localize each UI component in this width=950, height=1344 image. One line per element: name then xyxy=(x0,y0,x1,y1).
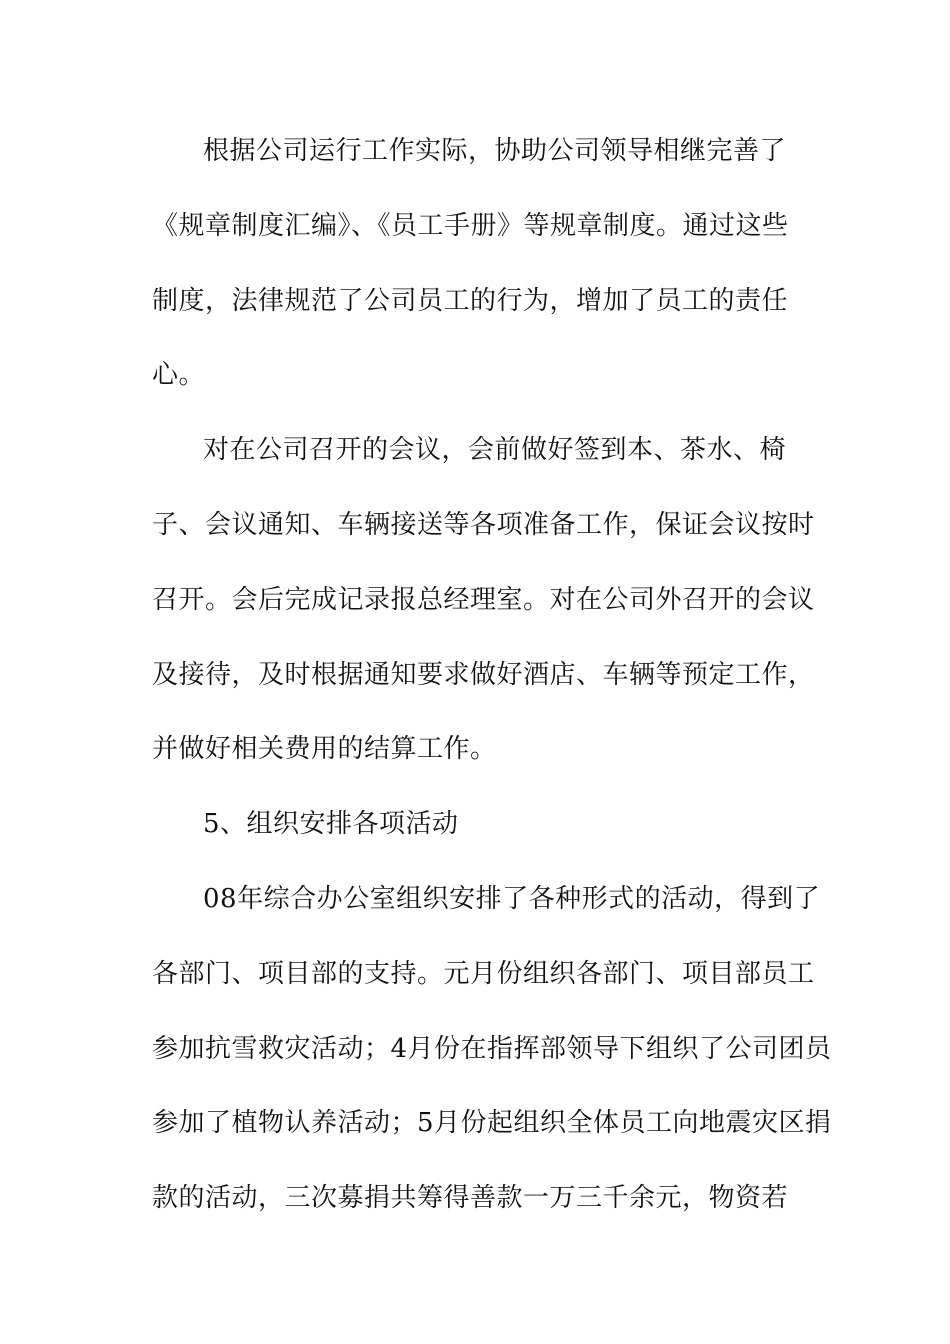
paragraph-line: 并做好相关费用的结算工作。 xyxy=(152,734,497,764)
paragraph-line: 召开。会后完成记录报总经理室。对在公司外召开的会议 xyxy=(152,585,815,615)
paragraph-line: 对在公司召开的会议，会前做好签到本、茶水、椅 xyxy=(203,435,787,465)
paragraph-line: 各部门、项目部的支持。元月份组织各部门、项目部员工 xyxy=(152,959,815,989)
paragraph-line: 参加抗雪救灾活动；4月份在指挥部领导下组织了公司团员 xyxy=(152,1034,832,1064)
paragraph-line: 《规章制度汇编》、《员工手册》等规章制度。通过这些 xyxy=(152,211,789,241)
paragraph-line: 08年综合办公室组织安排了各种形式的活动，得到了 xyxy=(203,884,821,914)
section-heading: 5、组织安排各项活动 xyxy=(203,809,459,839)
paragraph-line: 心。 xyxy=(152,360,206,390)
paragraph-line: 参加了植物认养活动；5月份起组织全体员工向地震灾区捐 xyxy=(152,1108,832,1138)
paragraph-line: 款的活动，三次募捐共筹得善款一万三千余元，物资若 xyxy=(152,1183,789,1213)
paragraph-line: 根据公司运行工作实际，协助公司领导相继完善了 xyxy=(203,136,787,166)
paragraph-line: 子、会议通知、车辆接送等各项准备工作，保证会议按时 xyxy=(152,510,815,540)
paragraph-line: 及接待，及时根据通知要求做好酒店、车辆等预定工作， xyxy=(152,660,815,690)
paragraph-line: 制度，法律规范了公司员工的行为，增加了员工的责任 xyxy=(152,286,789,316)
